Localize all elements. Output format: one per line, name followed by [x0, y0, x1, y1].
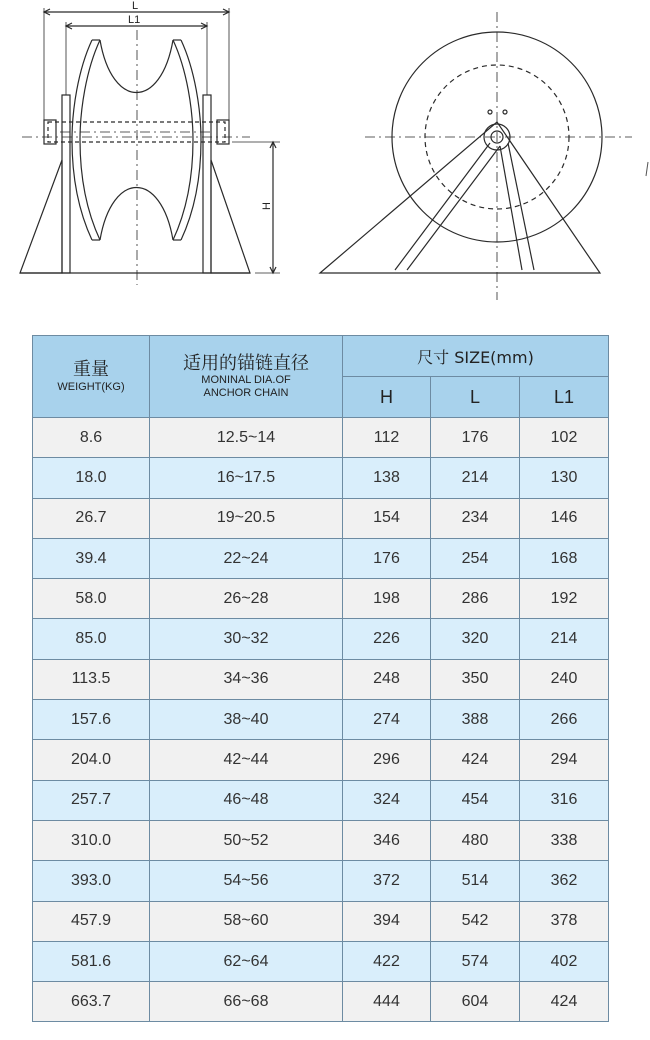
cell-weight: 663.7 — [33, 982, 150, 1022]
cell-chain-dia: 58~60 — [150, 901, 343, 941]
cell-l1: 402 — [520, 941, 609, 981]
cell-l: 286 — [431, 579, 520, 619]
cell-weight: 39.4 — [33, 538, 150, 578]
cell-chain-dia: 54~56 — [150, 861, 343, 901]
cell-chain-dia: 19~20.5 — [150, 498, 343, 538]
edge-mark — [646, 162, 648, 176]
cell-l1: 424 — [520, 982, 609, 1022]
cell-chain-dia: 62~64 — [150, 941, 343, 981]
cell-l1: 168 — [520, 538, 609, 578]
cell-weight: 457.9 — [33, 901, 150, 941]
cell-l: 350 — [431, 659, 520, 699]
cell-l: 234 — [431, 498, 520, 538]
cell-h: 274 — [343, 700, 431, 740]
cell-weight: 26.7 — [33, 498, 150, 538]
cell-l: 388 — [431, 700, 520, 740]
cell-h: 154 — [343, 498, 431, 538]
cell-l1: 338 — [520, 820, 609, 860]
cell-l: 604 — [431, 982, 520, 1022]
cell-chain-dia: 42~44 — [150, 740, 343, 780]
table-row — [33, 901, 609, 941]
cell-l: 320 — [431, 619, 520, 659]
side-view — [320, 12, 632, 300]
cell-chain-dia: 38~40 — [150, 700, 343, 740]
cell-chain-dia: 30~32 — [150, 619, 343, 659]
cell-h: 198 — [343, 579, 431, 619]
cell-chain-dia: 16~17.5 — [150, 458, 343, 498]
cell-l1: 102 — [520, 418, 609, 458]
table-row — [33, 941, 609, 981]
cell-h: 422 — [343, 941, 431, 981]
cell-l: 542 — [431, 901, 520, 941]
header-weight-en: WEIGHT(KG) — [57, 380, 125, 393]
cell-l: 424 — [431, 740, 520, 780]
cell-l1: 192 — [520, 579, 609, 619]
table-row — [33, 418, 609, 458]
cell-l1: 266 — [520, 700, 609, 740]
cell-l1: 316 — [520, 780, 609, 820]
cell-chain-dia: 22~24 — [150, 538, 343, 578]
cell-l: 574 — [431, 941, 520, 981]
table-row — [33, 740, 609, 780]
cell-chain-dia: 50~52 — [150, 820, 343, 860]
header-chain-en-2: ANCHOR CHAIN — [203, 386, 289, 399]
table-row — [33, 982, 609, 1022]
table-row — [33, 579, 609, 619]
cell-l: 480 — [431, 820, 520, 860]
table-row — [33, 458, 609, 498]
cell-weight: 8.6 — [33, 418, 150, 458]
cell-h: 226 — [343, 619, 431, 659]
cell-h: 176 — [343, 538, 431, 578]
table-row — [33, 538, 609, 578]
cell-weight: 393.0 — [33, 861, 150, 901]
table-row — [33, 619, 609, 659]
cell-weight: 581.6 — [33, 941, 150, 981]
cell-weight: 310.0 — [33, 820, 150, 860]
cell-l1: 146 — [520, 498, 609, 538]
cell-weight: 58.0 — [33, 579, 150, 619]
dim-label-l: L — [132, 0, 139, 12]
cell-l1: 240 — [520, 659, 609, 699]
table-row — [33, 780, 609, 820]
dim-label-l1: L1 — [128, 14, 141, 26]
header-weight-zh: 重量 — [73, 358, 109, 380]
cell-h: 112 — [343, 418, 431, 458]
cell-l: 176 — [431, 418, 520, 458]
cell-l: 254 — [431, 538, 520, 578]
cell-chain-dia: 46~48 — [150, 780, 343, 820]
table-row — [33, 861, 609, 901]
cell-chain-dia: 34~36 — [150, 659, 343, 699]
cell-h: 394 — [343, 901, 431, 941]
cell-weight: 157.6 — [33, 700, 150, 740]
header-chain — [150, 336, 343, 418]
cell-weight: 85.0 — [33, 619, 150, 659]
cell-l1: 130 — [520, 458, 609, 498]
table-row — [33, 820, 609, 860]
header-chain-en-1: MONINAL DIA.OF — [201, 373, 291, 386]
header-l: L — [431, 377, 520, 418]
header-row-top — [33, 336, 609, 377]
spec-table — [32, 335, 609, 1022]
cell-l1: 362 — [520, 861, 609, 901]
cell-chain-dia: 12.5~14 — [150, 418, 343, 458]
cell-chain-dia: 26~28 — [150, 579, 343, 619]
cell-l: 514 — [431, 861, 520, 901]
header-h: H — [343, 377, 431, 418]
technical-drawing — [0, 0, 650, 300]
cell-weight: 204.0 — [33, 740, 150, 780]
cell-h: 296 — [343, 740, 431, 780]
table-body — [33, 418, 609, 1022]
cell-h: 372 — [343, 861, 431, 901]
cell-l: 454 — [431, 780, 520, 820]
header-l1: L1 — [520, 377, 609, 418]
header-chain-zh: 适用的锚链直径 — [183, 352, 309, 374]
cell-weight: 18.0 — [33, 458, 150, 498]
dim-label-h: H — [261, 202, 273, 210]
table-row — [33, 498, 609, 538]
cell-h: 138 — [343, 458, 431, 498]
cell-h: 248 — [343, 659, 431, 699]
cell-weight: 257.7 — [33, 780, 150, 820]
front-view — [20, 8, 280, 285]
cell-chain-dia: 66~68 — [150, 982, 343, 1022]
table-row — [33, 700, 609, 740]
header-size: 尺寸 SIZE(mm) — [343, 336, 609, 377]
cell-h: 324 — [343, 780, 431, 820]
cell-weight: 113.5 — [33, 659, 150, 699]
table-row — [33, 659, 609, 699]
cell-l1: 214 — [520, 619, 609, 659]
cell-l: 214 — [431, 458, 520, 498]
cell-h: 346 — [343, 820, 431, 860]
cell-h: 444 — [343, 982, 431, 1022]
cell-l1: 294 — [520, 740, 609, 780]
header-weight — [33, 336, 150, 418]
cell-l1: 378 — [520, 901, 609, 941]
